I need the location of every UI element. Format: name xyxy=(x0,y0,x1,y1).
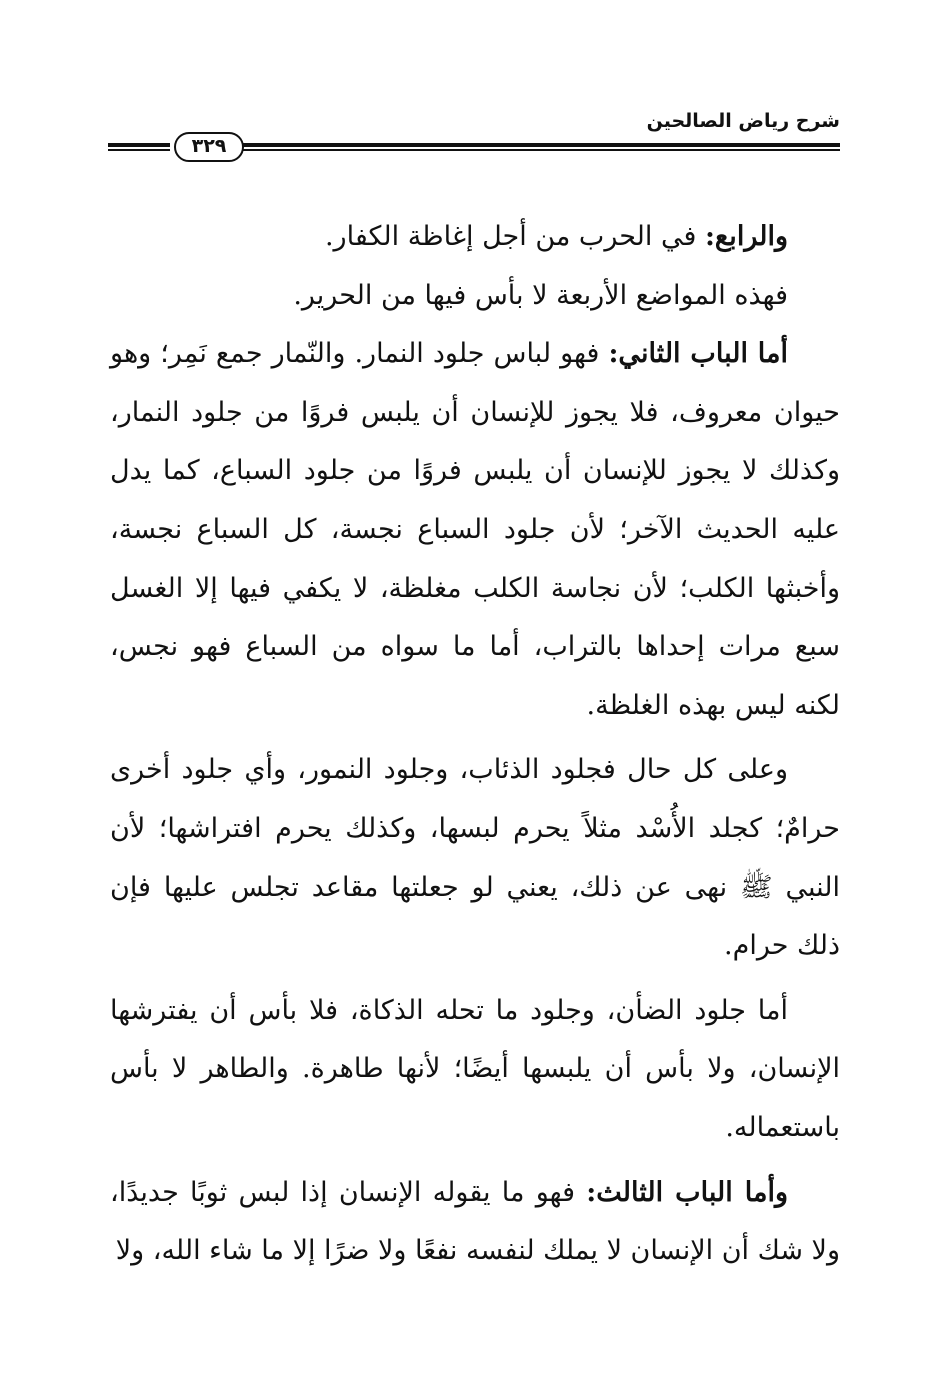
paragraph-text: وعلى كل حال فجلود الذئاب، وجلود النمور، وأي جلود أخرى حرامٌ؛ كجلد الأُسْد مثلاً يحرم لبسها، وكذلك يحرم افتراشها؛ لأن النبي ﷺ نهى عن ذلك، يعني لو جعلتها مقاعد تجلس عليها فإن ذلك حرام. xyxy=(110,754,840,962)
paragraph-third-chapter xyxy=(110,1164,840,1281)
paragraph-lead: أما الباب الثاني: xyxy=(608,338,788,370)
page-body xyxy=(110,208,840,1281)
paragraph-text: فهو لباس جلود النمار. والنّمار جمع نَمِر؛ وهو حيوان معروف، فلا يجوز للإنسان أن يلبس فروًا من جلود النمار، وكذلك لا يجوز للإنسان أن يلبس فروًا من جلود السباع، كما يدل عليه الحديث الآخر؛ لأن جلود السباع نجسة، كل السباع نجسة، وأخبثها الكلب؛ لأن نجاسة الكلب مغلظة، لا يكفي فيها إلا الغسل سبع مرات إحداها بالتراب، أما ما سواه من السباع فهو نجس، لكنه ليس بهذه الغلظة. xyxy=(110,338,840,721)
page-header xyxy=(108,108,840,168)
paragraph-second-chapter xyxy=(110,325,840,735)
paragraph-text: فهو ما يقوله الإنسان إذا لبس ثوبًا جديدًا، ولا شك أن الإنسان لا يملك لنفسه نفعًا ولا ضرًا إلا ما شاء الله، ولا xyxy=(110,1176,840,1267)
paragraph-summary xyxy=(110,267,840,326)
header-rule-right xyxy=(242,143,840,151)
book-title: شرح رياض الصالحين xyxy=(646,110,840,132)
paragraph-text: فهذه المواضع الأربعة لا بأس فيها من الحرير. xyxy=(293,279,788,311)
paragraph-lead: والرابع: xyxy=(704,221,788,252)
paragraph-skins-ruling xyxy=(110,741,840,975)
paragraph-sheep-skins xyxy=(110,982,840,1158)
paragraph-text: أما جلود الضأن، وجلود ما تحله الذكاة، فلا بأس أن يفترشها الإنسان، ولا بأس أن يلبسها أيضًا؛ لأنها طاهرة. والطاهر لا بأس باستعماله. xyxy=(110,994,840,1143)
header-rule-left xyxy=(108,143,170,151)
page-number: ٣٢٩ xyxy=(174,132,244,162)
paragraph-fourth-case xyxy=(110,208,840,267)
paragraph-lead: وأما الباب الثالث: xyxy=(586,1176,789,1208)
paragraph-text: في الحرب من أجل إغاظة الكفار. xyxy=(324,221,705,252)
